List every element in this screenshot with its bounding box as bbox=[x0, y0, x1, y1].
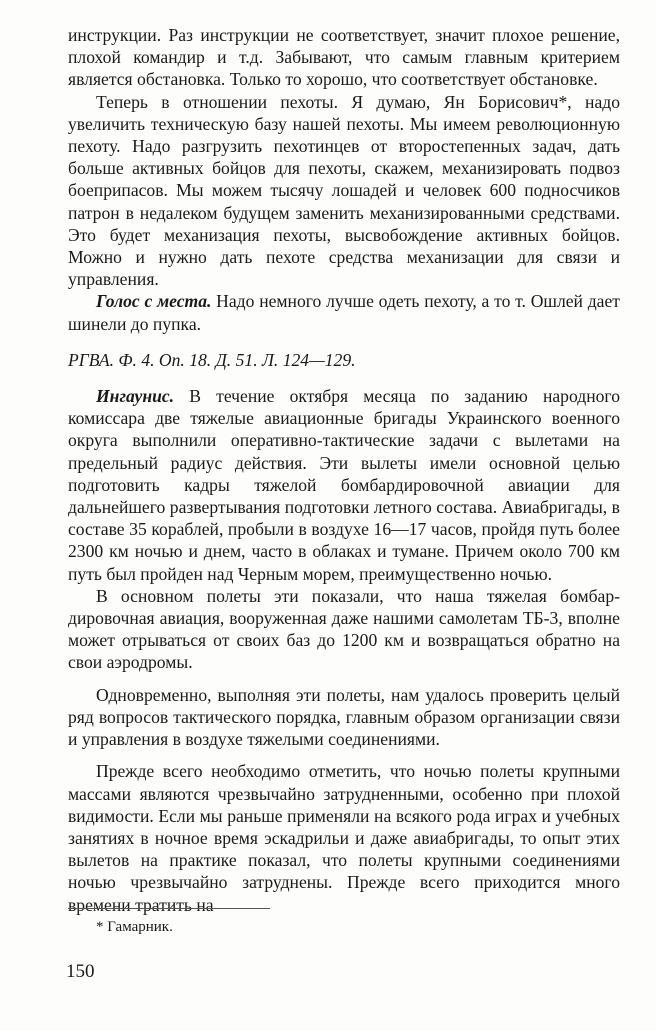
paragraph-text: инструкции. Раз инструкции не соответствует, значит плохое решение, плохой командир и т.д. Забывают, что самым главным критерием является обстановка. Только то хорошо, что соответствует обстановке. bbox=[68, 25, 620, 90]
footnote: * Гамарник. bbox=[96, 919, 173, 935]
speaker-name: Голос с места. bbox=[96, 291, 212, 312]
body-text bbox=[68, 24, 620, 916]
page-number: 150 bbox=[66, 961, 95, 982]
paragraph-text: В течение октября месяца по заданию народного комиссара две тяжелые авиационные бригады Украинского военного округа выполнили оперативно-тактические задачи с вылетами на предельный радиус действия. Эти вылеты имели основной целью подготовить кадры тяжелой бомбардировочной авиации для дальнейшего развертывания подготовки летного состава. Авиабригады, в составе 35 кораблей, пробыли в воздухе 16—17 часов, пройдя путь более 2300 км ночью и днем, часто в облаках и тумане. Причем около 700 км путь был пройден над Черным морем, преимущественно ночью. bbox=[68, 386, 620, 584]
paragraph bbox=[68, 24, 620, 91]
archive-reference bbox=[68, 349, 620, 371]
paragraph-text: В основном полеты эти показали, что наша тяжелая бомбардировочная авиация, вооруженная даже нашими самолетам ТБ-3, вполне может отрываться от своих баз до 1200 км и возвращаться обратно на свои аэродромы. bbox=[68, 585, 620, 673]
speaker-name: Ингаунис. bbox=[96, 386, 175, 407]
paragraph-text: Надо немного лучше одеть пехоту, а то т. Ошлей дает шинели до пупка. bbox=[68, 291, 620, 334]
paragraph bbox=[68, 385, 620, 585]
paragraph bbox=[68, 585, 620, 674]
paragraph bbox=[68, 91, 620, 291]
paragraph bbox=[68, 760, 620, 915]
paragraph bbox=[68, 290, 620, 334]
paragraph-text: Теперь в отношении пехоты. Я думаю, Ян Борисович*, надо увеличить техническую базу нашей пехоты. Мы имеем революционную пехоту. Надо разгрузить пехотинцев от второстепенных задач, дать больше активных бойцов для пехоты, скажем, механизировать подвоз боеприпасов. Мы можем тысячу лошадей и человек 600 подносчиков патрон в недалеком будущем заменить механизированными средствами. Это будет механизация пехоты, высвобождение активных бойцов. Можно и нужно дать пехоте средства механизации для связи и управления. bbox=[68, 91, 620, 290]
archive-reference-text: РГВА. Ф. 4. Оп. 18. Д. 51. Л. 124—129. bbox=[68, 349, 356, 370]
paragraph-text: Одновременно, выполняя эти полеты, нам удалось проверить целый ряд вопросов тактического порядка, главным образом организации связи и управления в воздухе тяжелыми соединениями. bbox=[68, 684, 620, 750]
paragraph bbox=[68, 684, 620, 751]
paragraph-text: Прежде всего необходимо отметить, что ночью полеты крупными массами являются чрезвычайно затрудненными, особенно при плохой видимости. Если мы раньше применяли на всякого рода играх и учебных занятиях в ночное время эскадрильи и даже авиабригады, то опыт этих вылетов на практике показал, что полеты крупными соединениями ночью чрезвычайно затруднены. Прежде всего приходится много времени тратить на bbox=[68, 761, 620, 915]
footnote-divider bbox=[68, 908, 270, 909]
